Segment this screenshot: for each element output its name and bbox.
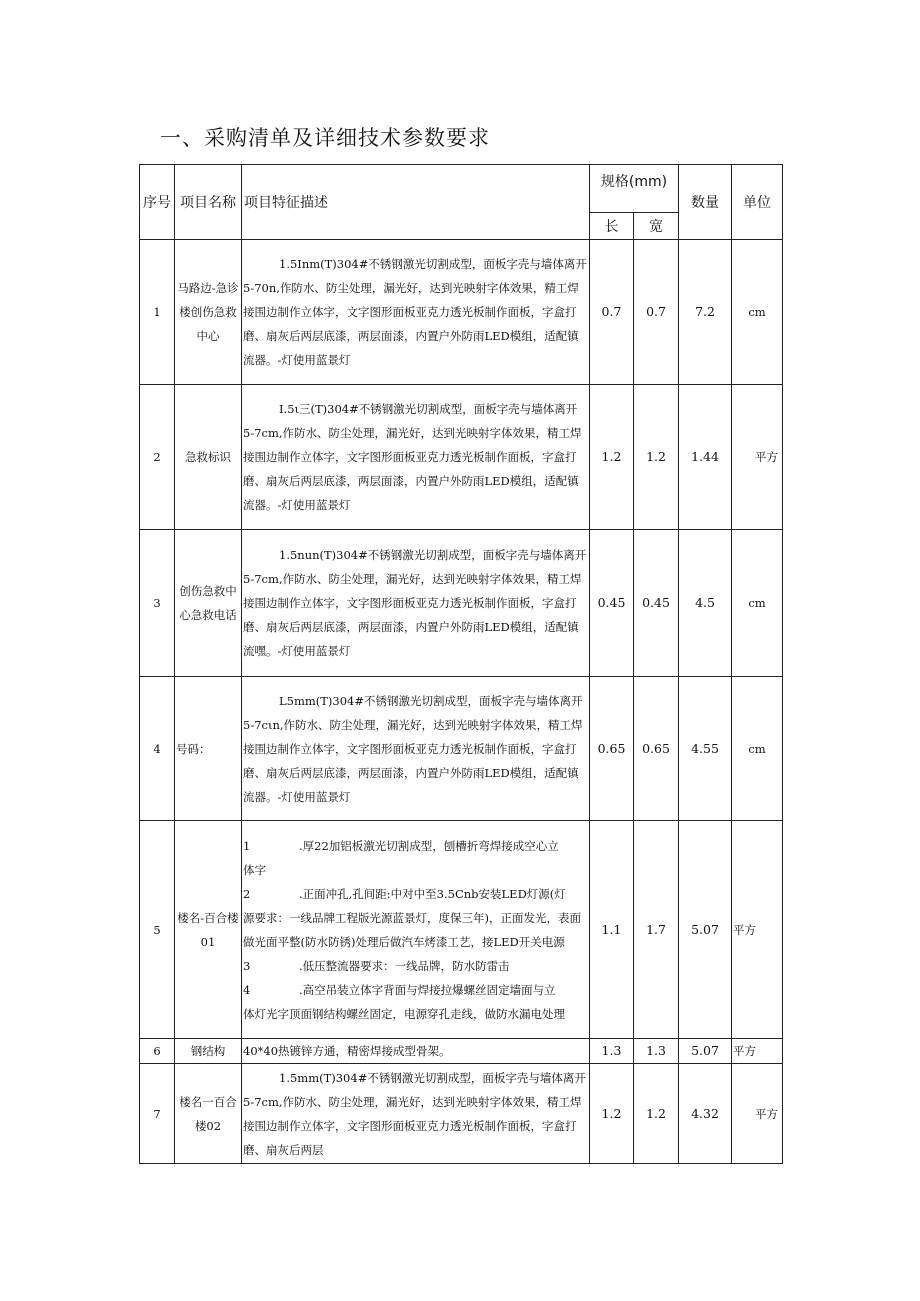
row-no: 1 (140, 240, 175, 385)
table-row (140, 821, 783, 1039)
row-qty: 4.5 (679, 530, 732, 677)
table-row (140, 240, 783, 385)
procurement-table (139, 164, 783, 1164)
row-length: 1.2 (590, 1064, 634, 1164)
row-length: 0.65 (590, 677, 634, 821)
header-desc: 项目特征描述 (242, 165, 590, 240)
row-unit: cm (732, 530, 783, 677)
row-length: 1.1 (590, 821, 634, 1039)
table-row (140, 677, 783, 821)
row-unit: cm (732, 240, 783, 385)
desc-list-item: 源要求：一线品牌工程版光源蓝景灯，度保三年)，正面发光，表面做光面平整(防水防锈)处理后做汽车烤漆工艺，接LED开关电源 (243, 910, 581, 949)
row-desc (242, 385, 590, 530)
row-unit: 平方 (732, 821, 783, 1039)
row-unit: 平方 (732, 385, 783, 530)
desc-text: 40*40热镀锌方通，精密焊接成型骨架。 (243, 1044, 451, 1058)
row-qty: 7.2 (679, 240, 732, 385)
row-name: 楼名一百合楼02 (175, 1064, 242, 1164)
header-no: 序号 (140, 165, 175, 240)
desc-text: I.5ι三(T)304#不锈钢激光切割成型，面板字壳与墙体离开5-7cm,作防水、防尘处理，漏光好，达到光映射字体效果，精工焊接围边制作立体字，文字图形面板亚克力透光板制作面板，字盒打磨、扇灰后两层底漆，两层面漆，内置户外防雨LED模组，适配镇流器。-灯使用蓝景灯 (243, 402, 582, 512)
table-row (140, 385, 783, 530)
row-width: 1.3 (634, 1039, 679, 1064)
desc-text: L5mm(T)304#不锈钢激光切割成型，面板字壳与墙体离开5-7cιn,作防水、防尘处理，漏光好，达到光映射字体效果，精工焊接围边制作立体字，文字图形面板亚克力透光板制作面板，字盒打磨、扇灰后两层底漆，两层面漆，内置户外防雨LED模组，适配镇流器。-灯使用蓝景灯 (243, 693, 583, 804)
desc-list-item: 3 .低压整流器要求：一线品牌，防水防雷击 (243, 958, 510, 973)
row-no: 7 (140, 1064, 175, 1164)
table-row (140, 1064, 783, 1164)
row-desc (242, 240, 590, 385)
row-desc (242, 530, 590, 677)
row-unit: 平方 (732, 1039, 783, 1064)
row-length: 1.3 (590, 1039, 634, 1064)
row-name: 楼名-百合楼01 (175, 821, 242, 1039)
row-name: 号码： (175, 677, 242, 821)
header-name: 项目名称 (175, 165, 242, 240)
row-desc (242, 677, 590, 821)
row-width: 1.2 (634, 385, 679, 530)
desc-list-item: 1 .厚22加铝板激光切割成型，刨槽折弯焊接成空心立 (243, 838, 559, 853)
row-length: 1.2 (590, 385, 634, 530)
row-width: 0.7 (634, 240, 679, 385)
table-row (140, 530, 783, 677)
row-name: 马路边-急诊楼创伤急救中心 (175, 240, 242, 385)
desc-list-item: 体灯光字顶面钢结构螺丝固定，电源穿孔走线，做防水漏电处理 (243, 1006, 565, 1021)
row-unit: 平方 (732, 1064, 783, 1164)
row-width: 0.45 (634, 530, 679, 677)
row-unit: cm (732, 677, 783, 821)
row-no: 2 (140, 385, 175, 530)
desc-text: 1.5Inm(T)304#不锈钢激光切割成型，面板字壳与墙体离开5-70n,作防水、防尘处理，漏光好，达到光映射字体效果，精工焊接围边制作立体字，文字图形面板亚克力透光板制作面板，字盒打磨、扇灰后两层底漆，两层面漆，内置户外防雨LED模组，适配镇流器。-灯使用蓝景灯 (243, 257, 587, 367)
table-row (140, 1039, 783, 1064)
desc-text: 1.5nun(T)304#不锈钢激光切割成型，面板字壳与墙体离开5-7cm,作防水、防尘处理，漏光好，达到光映射字体效果，精工焊接围边制作立体字，文字图形面板亚克力透光板制作面板，字盒打磨、扇灰后两层底漆，两层面漆，内置户外防雨LED模组，适配镇流嘿。-灯使用蓝景灯 (243, 548, 587, 658)
row-desc (242, 1064, 590, 1164)
row-no: 3 (140, 530, 175, 677)
row-qty: 5.07 (679, 821, 732, 1039)
row-qty: 4.55 (679, 677, 732, 821)
page-title: 一、采购清单及详细技术参数要求 (160, 126, 490, 150)
row-width: 1.7 (634, 821, 679, 1039)
row-desc (242, 821, 590, 1039)
row-qty: 1.44 (679, 385, 732, 530)
desc-text: 1.5mm(T)304#不锈钢激光切割成型，面板字壳与墙体离开5-7cm,作防水、防尘处理，漏光好，达到光映射字体效果，精工焊接围边制作立体字，文字图形面板亚克力透光板制作面板，字盒打磨、扇灰后两层 (243, 1070, 586, 1157)
desc-list-item: 体字 (243, 862, 266, 877)
header-width: 宽 (634, 213, 679, 240)
header-qty: 数量 (679, 165, 732, 240)
desc-list-item: 2 .正面冲孔,孔间距:中对中至3.5Cnb安装LED灯源(灯 (243, 886, 566, 901)
row-name: 创伤急救中心急救电话 (175, 530, 242, 677)
header-unit: 单位 (732, 165, 783, 240)
row-length: 0.7 (590, 240, 634, 385)
row-width: 1.2 (634, 1064, 679, 1164)
header-length: 长 (590, 213, 634, 240)
row-qty: 5.07 (679, 1039, 732, 1064)
row-no: 4 (140, 677, 175, 821)
row-name: 钢结构 (175, 1039, 242, 1064)
row-no: 5 (140, 821, 175, 1039)
row-name: 急救标识 (175, 385, 242, 530)
row-width: 0.65 (634, 677, 679, 821)
row-length: 0.45 (590, 530, 634, 677)
row-qty: 4.32 (679, 1064, 732, 1164)
row-no: 6 (140, 1039, 175, 1064)
header-spec: 规格(mm) (590, 165, 679, 213)
row-desc (242, 1039, 590, 1064)
desc-list-item: 4 .高空吊装立体字背面与焊接拉爆螺丝固定墙面与立 (243, 982, 556, 997)
